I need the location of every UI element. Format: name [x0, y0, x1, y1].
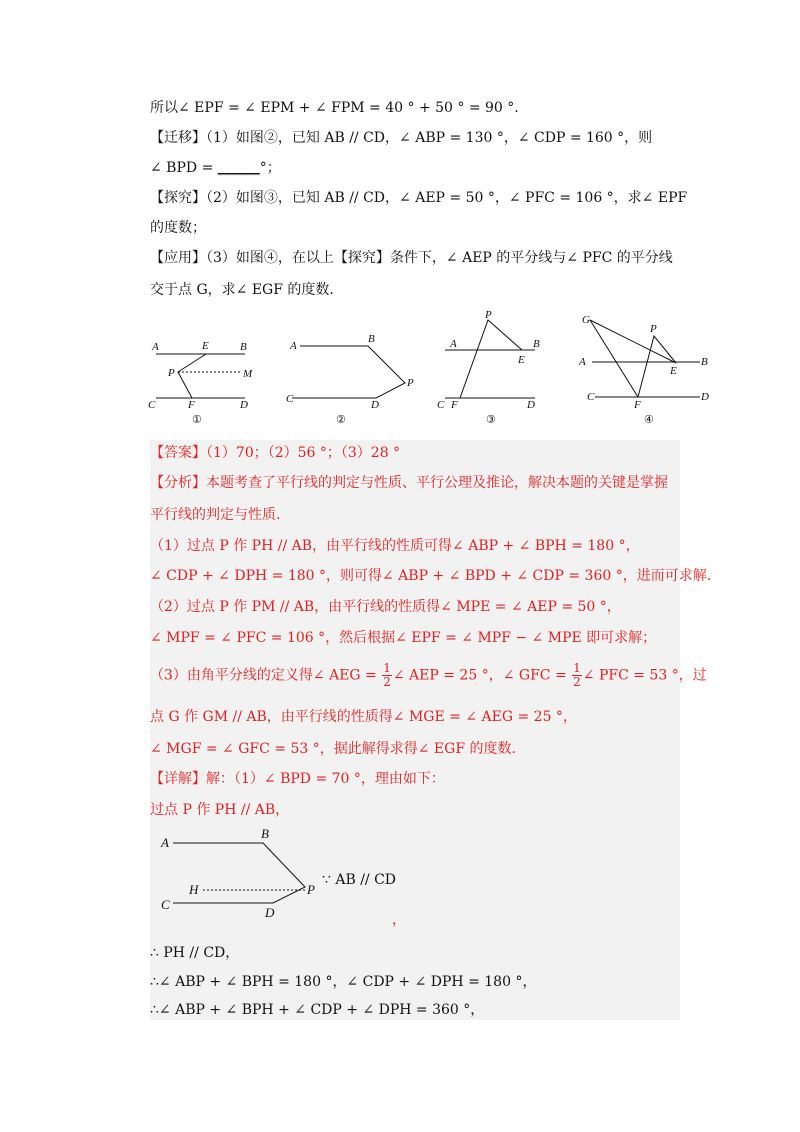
fraction-half-1 — [382, 662, 392, 689]
analysis-line-4: ∠ CDP + ∠ DPH = 180 °，则可得∠ ABP + ∠ BPD + ∠ CDP = 360 °，进而可求解. — [150, 568, 712, 584]
answer-line: 【答案】（1）70；（2）56 °；（3）28 ° — [150, 445, 401, 461]
analysis-line-8: 点 G 作 GM // AB，由平行线的性质得∠ MGE = ∠ AEG = 25 °， — [150, 709, 577, 725]
fraction-denominator: 2 — [573, 675, 581, 689]
fig4-caption: ④ — [644, 414, 654, 426]
fig1-label-f: F — [188, 399, 195, 411]
fig1-caption: ① — [192, 414, 202, 426]
answer-blank: ______ — [217, 160, 260, 176]
detail-line-1: 过点 P 作 PH // AB， — [150, 802, 290, 818]
fig1-label-e: E — [202, 340, 209, 352]
detail-line-3: ∴∠ ABP + ∠ BPH = 180 °，∠ CDP + ∠ DPH = 180 °， — [150, 974, 537, 990]
aep-gfc-text: ∠ AEP = 25 °，∠ GFC = — [392, 667, 572, 684]
fig1-label-a: A — [152, 341, 159, 353]
fig1-label-c: C — [148, 399, 156, 411]
detail-heading: 【详解】解：（1）∠ BPD = 70 °，理由如下： — [150, 771, 445, 787]
fig2-label-b: B — [368, 333, 375, 345]
analysis-line-1: 【分析】本题考查了平行线的判定与性质、平行公理及推论，解决本题的关键是掌握 — [150, 475, 668, 491]
analysis-line-7 — [150, 662, 707, 689]
fraction-denominator: 2 — [383, 675, 391, 689]
fig2-label-a: A — [290, 340, 297, 352]
text-line-1: 所以∠ EPF = ∠ EPM + ∠ FPM = 40 ° + 50 ° = 90 °. — [150, 100, 519, 116]
fraction-half-2 — [572, 662, 582, 689]
analysis-line-9: ∠ MGF = ∠ GFC = 53 °，据此解得求得∠ EGF 的度数. — [150, 741, 516, 757]
fig4-label-c: C — [587, 391, 595, 403]
fig2-caption: ② — [336, 414, 346, 426]
fig4-label-b: B — [701, 356, 708, 368]
fig4-label-f: F — [634, 399, 641, 411]
figure-2 — [292, 346, 405, 398]
aeg-text: （3）由角平分线的定义得∠ AEG = — [150, 667, 382, 684]
fig4-label-e: E — [670, 365, 677, 377]
fraction-numerator: 1 — [573, 661, 581, 675]
sol-label-h: H — [189, 882, 199, 897]
fig2-label-p: P — [407, 377, 414, 389]
text-line-7: 交于点 G，求∠ EGF 的度数. — [150, 282, 334, 298]
text-line-2: 【迁移】（1）如图②，已知 AB // CD，∠ ABP = 130 °，∠ CDP = 160 °，则 — [150, 130, 653, 146]
fig2-label-d: D — [371, 399, 379, 411]
sol-label-p: P — [307, 882, 315, 897]
sol-label-b: B — [261, 826, 269, 841]
fig4-label-a: A — [579, 356, 586, 368]
fig1-label-m: M — [243, 368, 253, 380]
fig1-label-d: D — [240, 399, 248, 411]
fig3-label-f: F — [451, 399, 458, 411]
because-line: ∵ AB // CD — [322, 872, 397, 888]
sol-label-a: A — [161, 835, 169, 850]
degree-suffix: °； — [259, 160, 281, 176]
analysis-line-6: ∠ MPF = ∠ PFC = 106 °，然后根据∠ EPF = ∠ MPF − ∠ MPE 即可求解； — [150, 630, 657, 646]
fig4-label-d: D — [701, 391, 709, 403]
analysis-line-3: （1）过点 P 作 PH // AB，由平行线的性质可得∠ ABP + ∠ BPH = 180 °， — [150, 538, 640, 554]
fig1-label-p: P — [168, 367, 175, 379]
pfc-text: ∠ PFC = 53 °，过 — [582, 667, 707, 684]
text-line-5: 的度数； — [150, 220, 206, 236]
text-line-3 — [150, 158, 281, 178]
figure-4 — [590, 320, 700, 397]
figures-row — [140, 310, 720, 430]
text-line-6: 【应用】（3）如图④，在以上【探究】条件下，∠ AEP 的平分线与∠ PFC 的平分线 — [150, 250, 673, 266]
detail-line-4: ∴∠ ABP + ∠ BPH + ∠ CDP + ∠ DPH = 360 °， — [150, 1002, 485, 1018]
fig4-label-p: P — [650, 323, 657, 335]
fig1-label-b: B — [240, 341, 247, 353]
solution-panel — [150, 440, 680, 1020]
text-line-4: 【探究】（2）如图③，已知 AB // CD，∠ AEP = 50 °，∠ PFC = 106 °，求∠ EPF — [150, 190, 688, 206]
analysis-line-5: （2）过点 P 作 PM // AB，由平行线的性质得∠ MPE = ∠ AEP = 50 °， — [150, 599, 621, 615]
fig3-label-a: A — [450, 338, 457, 350]
fig3-label-d: D — [527, 399, 535, 411]
sol-label-c: C — [161, 897, 170, 912]
fig3-label-b: B — [533, 338, 540, 350]
fig4-label-g: G — [582, 314, 590, 326]
because-comma: ， — [392, 912, 406, 928]
fraction-numerator: 1 — [383, 661, 391, 675]
sol-label-d: D — [265, 905, 275, 920]
fig2-label-c: C — [286, 393, 294, 405]
analysis-line-2: 平行线的判定与性质. — [150, 507, 281, 523]
detail-line-2: ∴ PH // CD， — [150, 945, 240, 961]
fig3-label-e: E — [518, 354, 525, 366]
fig3-caption: ③ — [486, 414, 496, 426]
fig3-label-c: C — [437, 399, 445, 411]
bpd-label: ∠ BPD = — [150, 160, 218, 176]
fig3-label-p: P — [485, 310, 492, 321]
